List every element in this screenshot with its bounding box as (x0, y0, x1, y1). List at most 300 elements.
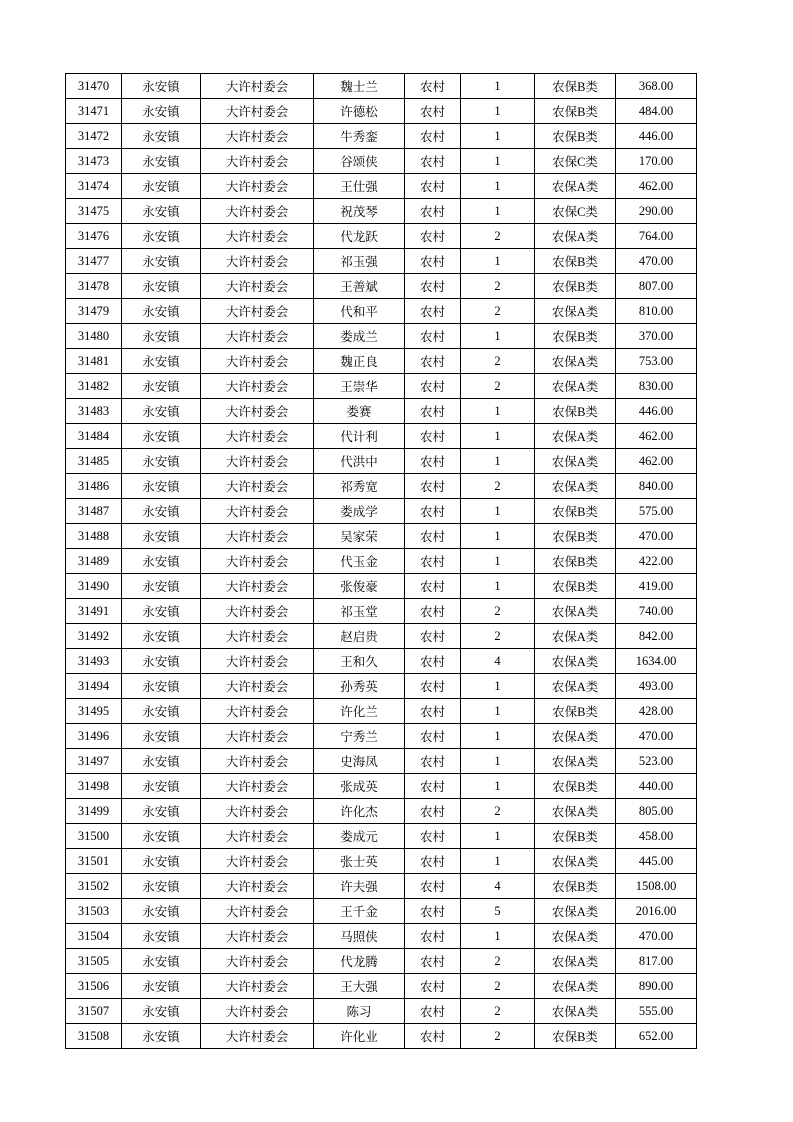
table-row (66, 924, 697, 949)
cell-town: 永安镇 (122, 599, 201, 624)
cell-residence: 农村 (405, 124, 461, 149)
cell-amount: 470.00 (616, 524, 697, 549)
cell-amount: 470.00 (616, 924, 697, 949)
cell-category: 农保B类 (535, 124, 616, 149)
cell-persons: 1 (461, 924, 535, 949)
cell-name: 张俊豪 (314, 574, 405, 599)
cell-town: 永安镇 (122, 974, 201, 999)
cell-category: 农保B类 (535, 74, 616, 99)
cell-id: 31487 (66, 499, 122, 524)
table-row (66, 1024, 697, 1049)
table-row (66, 249, 697, 274)
cell-amount: 810.00 (616, 299, 697, 324)
cell-town: 永安镇 (122, 274, 201, 299)
cell-id: 31497 (66, 749, 122, 774)
cell-town: 永安镇 (122, 849, 201, 874)
cell-id: 31482 (66, 374, 122, 399)
cell-village: 大许村委会 (201, 949, 314, 974)
cell-residence: 农村 (405, 824, 461, 849)
cell-category: 农保A类 (535, 624, 616, 649)
cell-town: 永安镇 (122, 199, 201, 224)
cell-id: 31488 (66, 524, 122, 549)
cell-category: 农保B类 (535, 324, 616, 349)
cell-town: 永安镇 (122, 399, 201, 424)
cell-name: 娄成兰 (314, 324, 405, 349)
cell-village: 大许村委会 (201, 799, 314, 824)
cell-village: 大许村委会 (201, 349, 314, 374)
cell-amount: 805.00 (616, 799, 697, 824)
cell-id: 31474 (66, 174, 122, 199)
cell-persons: 2 (461, 1024, 535, 1049)
cell-amount: 368.00 (616, 74, 697, 99)
cell-name: 祁玉堂 (314, 599, 405, 624)
cell-residence: 农村 (405, 599, 461, 624)
cell-residence: 农村 (405, 774, 461, 799)
cell-category: 农保A类 (535, 224, 616, 249)
cell-amount: 764.00 (616, 224, 697, 249)
cell-category: 农保A类 (535, 349, 616, 374)
cell-persons: 2 (461, 799, 535, 824)
table-body (66, 74, 697, 1049)
cell-id: 31478 (66, 274, 122, 299)
cell-name: 王千金 (314, 899, 405, 924)
cell-category: 农保A类 (535, 899, 616, 924)
cell-category: 农保A类 (535, 749, 616, 774)
cell-persons: 1 (461, 674, 535, 699)
cell-id: 31502 (66, 874, 122, 899)
cell-town: 永安镇 (122, 1024, 201, 1049)
cell-name: 孙秀英 (314, 674, 405, 699)
cell-amount: 290.00 (616, 199, 697, 224)
cell-category: 农保B类 (535, 499, 616, 524)
cell-persons: 1 (461, 524, 535, 549)
cell-residence: 农村 (405, 99, 461, 124)
cell-persons: 2 (461, 474, 535, 499)
cell-village: 大许村委会 (201, 774, 314, 799)
cell-residence: 农村 (405, 349, 461, 374)
cell-id: 31484 (66, 424, 122, 449)
cell-category: 农保A类 (535, 424, 616, 449)
table-row (66, 199, 697, 224)
cell-amount: 753.00 (616, 349, 697, 374)
cell-village: 大许村委会 (201, 824, 314, 849)
cell-persons: 1 (461, 699, 535, 724)
cell-residence: 农村 (405, 874, 461, 899)
cell-village: 大许村委会 (201, 749, 314, 774)
table-row (66, 599, 697, 624)
cell-residence: 农村 (405, 249, 461, 274)
cell-amount: 470.00 (616, 249, 697, 274)
cell-name: 张士英 (314, 849, 405, 874)
cell-amount: 555.00 (616, 999, 697, 1024)
cell-category: 农保B类 (535, 249, 616, 274)
table-row (66, 449, 697, 474)
cell-town: 永安镇 (122, 724, 201, 749)
cell-id: 31501 (66, 849, 122, 874)
cell-residence: 农村 (405, 74, 461, 99)
cell-amount: 842.00 (616, 624, 697, 649)
cell-residence: 农村 (405, 474, 461, 499)
cell-name: 赵启贵 (314, 624, 405, 649)
cell-amount: 445.00 (616, 849, 697, 874)
records-table (65, 73, 697, 1049)
cell-village: 大许村委会 (201, 299, 314, 324)
cell-amount: 493.00 (616, 674, 697, 699)
cell-name: 许化兰 (314, 699, 405, 724)
cell-persons: 1 (461, 174, 535, 199)
cell-id: 31477 (66, 249, 122, 274)
table-row (66, 774, 697, 799)
cell-town: 永安镇 (122, 774, 201, 799)
cell-category: 农保A类 (535, 924, 616, 949)
cell-town: 永安镇 (122, 499, 201, 524)
cell-name: 张成英 (314, 774, 405, 799)
cell-name: 魏正良 (314, 349, 405, 374)
table-row (66, 99, 697, 124)
cell-village: 大许村委会 (201, 899, 314, 924)
cell-persons: 2 (461, 999, 535, 1024)
cell-id: 31500 (66, 824, 122, 849)
cell-id: 31481 (66, 349, 122, 374)
cell-village: 大许村委会 (201, 624, 314, 649)
cell-category: 农保A类 (535, 599, 616, 624)
cell-id: 31504 (66, 924, 122, 949)
table-row (66, 374, 697, 399)
cell-amount: 575.00 (616, 499, 697, 524)
cell-village: 大许村委会 (201, 699, 314, 724)
cell-amount: 419.00 (616, 574, 697, 599)
cell-id: 31470 (66, 74, 122, 99)
cell-persons: 1 (461, 74, 535, 99)
table-row (66, 999, 697, 1024)
cell-village: 大许村委会 (201, 474, 314, 499)
table-row (66, 274, 697, 299)
table-row (66, 124, 697, 149)
cell-persons: 1 (461, 824, 535, 849)
cell-name: 魏士兰 (314, 74, 405, 99)
table-row (66, 799, 697, 824)
cell-residence: 农村 (405, 574, 461, 599)
cell-id: 31490 (66, 574, 122, 599)
cell-village: 大许村委会 (201, 449, 314, 474)
cell-name: 宁秀兰 (314, 724, 405, 749)
cell-amount: 422.00 (616, 549, 697, 574)
cell-category: 农保B类 (535, 549, 616, 574)
cell-amount: 807.00 (616, 274, 697, 299)
table-row (66, 649, 697, 674)
cell-name: 吴家荣 (314, 524, 405, 549)
cell-category: 农保A类 (535, 799, 616, 824)
cell-name: 许夫强 (314, 874, 405, 899)
table-row (66, 399, 697, 424)
cell-town: 永安镇 (122, 149, 201, 174)
cell-category: 农保C类 (535, 199, 616, 224)
cell-residence: 农村 (405, 499, 461, 524)
table-row (66, 349, 697, 374)
table-row (66, 74, 697, 99)
cell-village: 大许村委会 (201, 374, 314, 399)
cell-village: 大许村委会 (201, 249, 314, 274)
cell-persons: 2 (461, 974, 535, 999)
cell-name: 王和久 (314, 649, 405, 674)
cell-residence: 农村 (405, 849, 461, 874)
table-row (66, 724, 697, 749)
cell-id: 31485 (66, 449, 122, 474)
cell-persons: 5 (461, 899, 535, 924)
cell-residence: 农村 (405, 449, 461, 474)
cell-category: 农保B类 (535, 274, 616, 299)
cell-village: 大许村委会 (201, 574, 314, 599)
cell-name: 王大强 (314, 974, 405, 999)
cell-name: 代龙腾 (314, 949, 405, 974)
cell-persons: 1 (461, 749, 535, 774)
cell-name: 马照侠 (314, 924, 405, 949)
cell-village: 大许村委会 (201, 199, 314, 224)
cell-id: 31492 (66, 624, 122, 649)
cell-town: 永安镇 (122, 824, 201, 849)
cell-persons: 1 (461, 199, 535, 224)
table-row (66, 849, 697, 874)
cell-village: 大许村委会 (201, 724, 314, 749)
cell-town: 永安镇 (122, 299, 201, 324)
cell-village: 大许村委会 (201, 549, 314, 574)
cell-village: 大许村委会 (201, 974, 314, 999)
cell-persons: 4 (461, 874, 535, 899)
cell-residence: 农村 (405, 999, 461, 1024)
cell-category: 农保A类 (535, 849, 616, 874)
cell-persons: 2 (461, 624, 535, 649)
cell-town: 永安镇 (122, 799, 201, 824)
table-row (66, 474, 697, 499)
document-page (65, 73, 697, 1049)
cell-village: 大许村委会 (201, 599, 314, 624)
cell-residence: 农村 (405, 924, 461, 949)
cell-town: 永安镇 (122, 649, 201, 674)
cell-town: 永安镇 (122, 749, 201, 774)
cell-name: 许化杰 (314, 799, 405, 824)
cell-name: 代和平 (314, 299, 405, 324)
cell-town: 永安镇 (122, 949, 201, 974)
cell-persons: 1 (461, 324, 535, 349)
cell-town: 永安镇 (122, 999, 201, 1024)
cell-persons: 2 (461, 374, 535, 399)
cell-persons: 1 (461, 399, 535, 424)
cell-name: 代龙跃 (314, 224, 405, 249)
cell-persons: 1 (461, 774, 535, 799)
cell-town: 永安镇 (122, 349, 201, 374)
cell-amount: 2016.00 (616, 899, 697, 924)
cell-residence: 农村 (405, 174, 461, 199)
cell-id: 31508 (66, 1024, 122, 1049)
cell-town: 永安镇 (122, 99, 201, 124)
cell-village: 大许村委会 (201, 849, 314, 874)
cell-persons: 1 (461, 724, 535, 749)
cell-persons: 1 (461, 124, 535, 149)
cell-town: 永安镇 (122, 324, 201, 349)
cell-id: 31475 (66, 199, 122, 224)
cell-category: 农保A类 (535, 949, 616, 974)
cell-town: 永安镇 (122, 74, 201, 99)
cell-id: 31491 (66, 599, 122, 624)
cell-id: 31505 (66, 949, 122, 974)
cell-residence: 农村 (405, 524, 461, 549)
table-row (66, 699, 697, 724)
cell-persons: 2 (461, 224, 535, 249)
cell-amount: 470.00 (616, 724, 697, 749)
cell-village: 大许村委会 (201, 224, 314, 249)
cell-category: 农保A类 (535, 974, 616, 999)
cell-name: 祝茂琴 (314, 199, 405, 224)
cell-village: 大许村委会 (201, 274, 314, 299)
cell-residence: 农村 (405, 274, 461, 299)
cell-id: 31503 (66, 899, 122, 924)
cell-village: 大许村委会 (201, 924, 314, 949)
cell-category: 农保B类 (535, 1024, 616, 1049)
cell-residence: 农村 (405, 649, 461, 674)
cell-residence: 农村 (405, 224, 461, 249)
cell-persons: 1 (461, 424, 535, 449)
cell-town: 永安镇 (122, 624, 201, 649)
cell-residence: 农村 (405, 324, 461, 349)
cell-id: 31494 (66, 674, 122, 699)
cell-amount: 652.00 (616, 1024, 697, 1049)
cell-village: 大许村委会 (201, 424, 314, 449)
cell-village: 大许村委会 (201, 174, 314, 199)
cell-id: 31499 (66, 799, 122, 824)
cell-village: 大许村委会 (201, 999, 314, 1024)
table-row (66, 974, 697, 999)
table-row (66, 324, 697, 349)
cell-residence: 农村 (405, 699, 461, 724)
cell-name: 牛秀銮 (314, 124, 405, 149)
cell-village: 大许村委会 (201, 874, 314, 899)
cell-amount: 484.00 (616, 99, 697, 124)
cell-town: 永安镇 (122, 249, 201, 274)
cell-persons: 2 (461, 349, 535, 374)
cell-category: 农保B类 (535, 399, 616, 424)
cell-name: 王仕强 (314, 174, 405, 199)
cell-category: 农保B类 (535, 774, 616, 799)
cell-name: 陈习 (314, 999, 405, 1024)
cell-village: 大许村委会 (201, 399, 314, 424)
table-row (66, 899, 697, 924)
cell-category: 农保B类 (535, 574, 616, 599)
cell-id: 31483 (66, 399, 122, 424)
cell-village: 大许村委会 (201, 649, 314, 674)
cell-amount: 458.00 (616, 824, 697, 849)
cell-name: 代洪中 (314, 449, 405, 474)
cell-amount: 462.00 (616, 449, 697, 474)
cell-village: 大许村委会 (201, 99, 314, 124)
table-row (66, 749, 697, 774)
cell-name: 王善斌 (314, 274, 405, 299)
cell-residence: 农村 (405, 399, 461, 424)
table-row (66, 574, 697, 599)
cell-name: 史海凤 (314, 749, 405, 774)
cell-persons: 1 (461, 149, 535, 174)
cell-residence: 农村 (405, 1024, 461, 1049)
cell-amount: 446.00 (616, 399, 697, 424)
cell-town: 永安镇 (122, 449, 201, 474)
cell-town: 永安镇 (122, 924, 201, 949)
table-row (66, 874, 697, 899)
cell-residence: 农村 (405, 149, 461, 174)
cell-id: 31472 (66, 124, 122, 149)
cell-persons: 1 (461, 849, 535, 874)
cell-id: 31489 (66, 549, 122, 574)
cell-amount: 462.00 (616, 424, 697, 449)
cell-village: 大许村委会 (201, 1024, 314, 1049)
cell-category: 农保A类 (535, 449, 616, 474)
cell-village: 大许村委会 (201, 74, 314, 99)
cell-amount: 1634.00 (616, 649, 697, 674)
cell-amount: 170.00 (616, 149, 697, 174)
cell-persons: 4 (461, 649, 535, 674)
cell-town: 永安镇 (122, 549, 201, 574)
cell-id: 31496 (66, 724, 122, 749)
cell-id: 31495 (66, 699, 122, 724)
table-row (66, 174, 697, 199)
cell-id: 31493 (66, 649, 122, 674)
cell-category: 农保A类 (535, 724, 616, 749)
cell-persons: 2 (461, 299, 535, 324)
cell-name: 代计利 (314, 424, 405, 449)
cell-persons: 1 (461, 449, 535, 474)
cell-id: 31486 (66, 474, 122, 499)
cell-town: 永安镇 (122, 424, 201, 449)
cell-category: 农保A类 (535, 374, 616, 399)
cell-category: 农保B类 (535, 99, 616, 124)
cell-town: 永安镇 (122, 899, 201, 924)
cell-category: 农保A类 (535, 299, 616, 324)
cell-name: 祁玉强 (314, 249, 405, 274)
cell-id: 31506 (66, 974, 122, 999)
cell-residence: 农村 (405, 799, 461, 824)
cell-village: 大许村委会 (201, 499, 314, 524)
cell-residence: 农村 (405, 199, 461, 224)
cell-category: 农保B类 (535, 524, 616, 549)
cell-amount: 840.00 (616, 474, 697, 499)
cell-amount: 523.00 (616, 749, 697, 774)
cell-category: 农保B类 (535, 824, 616, 849)
cell-village: 大许村委会 (201, 124, 314, 149)
table-row (66, 949, 697, 974)
cell-persons: 2 (461, 599, 535, 624)
cell-persons: 1 (461, 574, 535, 599)
cell-village: 大许村委会 (201, 524, 314, 549)
cell-name: 娄赛 (314, 399, 405, 424)
cell-town: 永安镇 (122, 524, 201, 549)
cell-town: 永安镇 (122, 474, 201, 499)
cell-village: 大许村委会 (201, 674, 314, 699)
cell-name: 许德松 (314, 99, 405, 124)
cell-persons: 1 (461, 549, 535, 574)
table-row (66, 549, 697, 574)
cell-residence: 农村 (405, 899, 461, 924)
table-row (66, 499, 697, 524)
cell-residence: 农村 (405, 724, 461, 749)
cell-village: 大许村委会 (201, 324, 314, 349)
cell-residence: 农村 (405, 974, 461, 999)
table-row (66, 149, 697, 174)
table-row (66, 524, 697, 549)
cell-name: 许化业 (314, 1024, 405, 1049)
cell-amount: 428.00 (616, 699, 697, 724)
cell-name: 祁秀宽 (314, 474, 405, 499)
cell-id: 31498 (66, 774, 122, 799)
cell-category: 农保A类 (535, 674, 616, 699)
cell-name: 代玉金 (314, 549, 405, 574)
